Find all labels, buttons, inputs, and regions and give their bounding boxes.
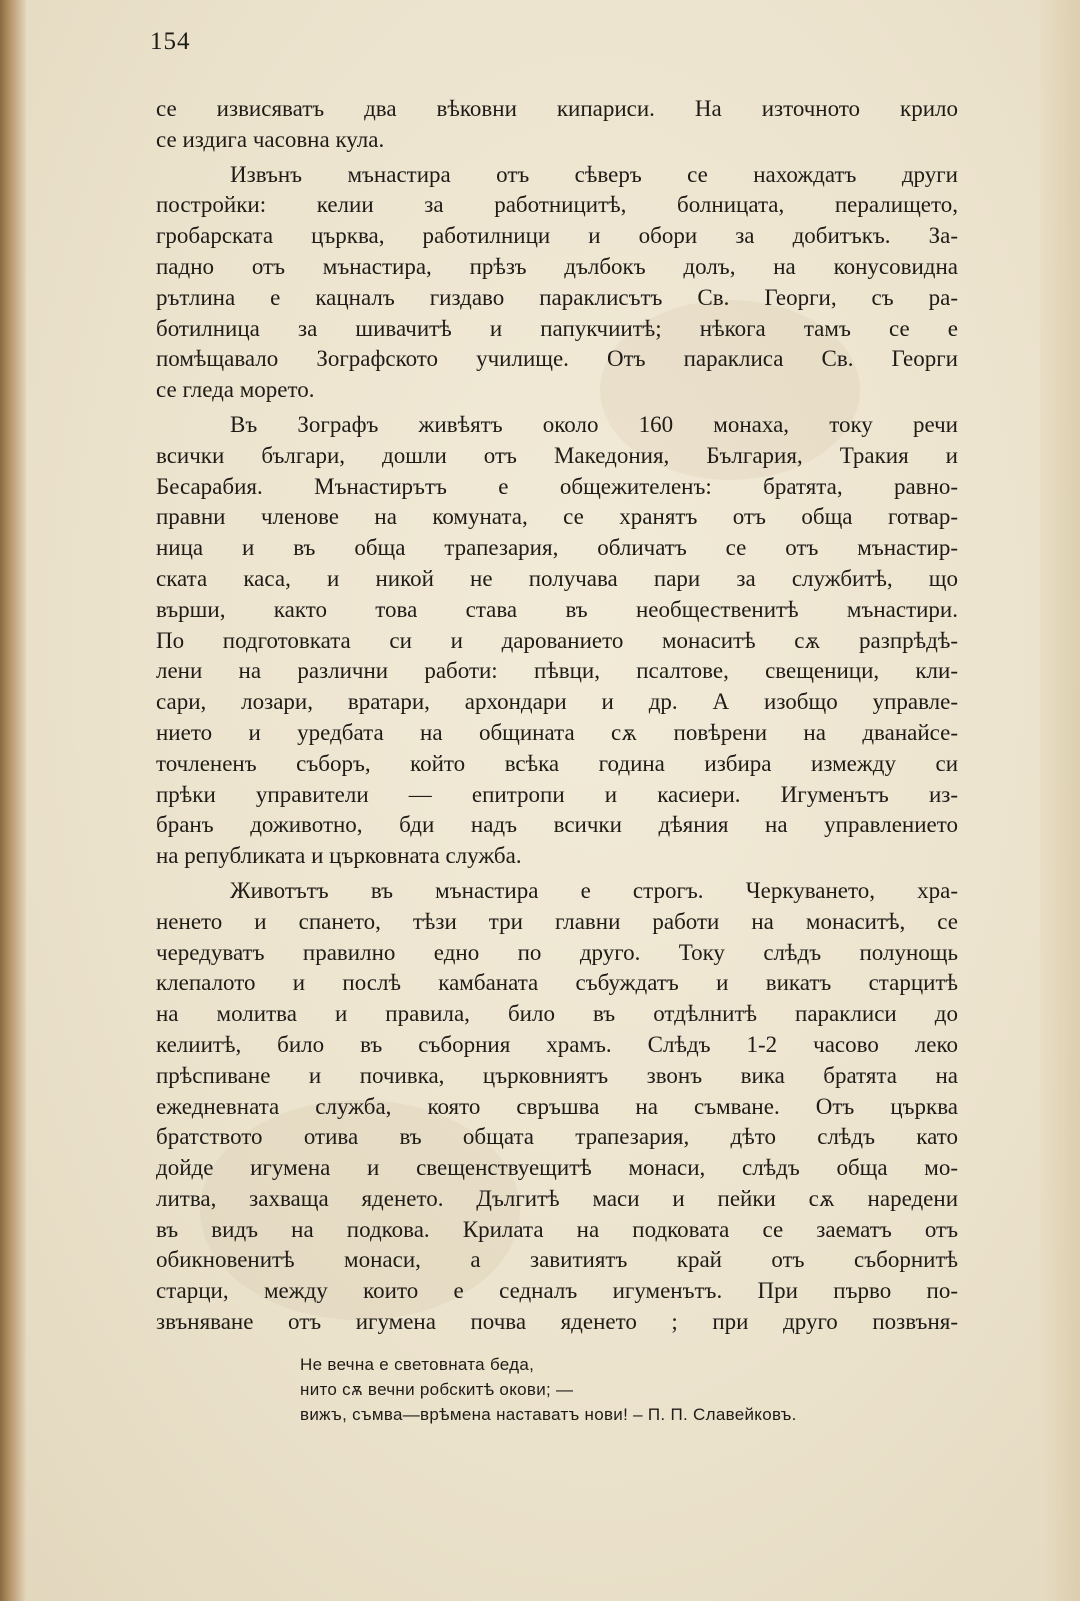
text-line: обикновенитѣ монаси, а завитиятъ край отъ съборнитѣ [156, 1247, 958, 1273]
body-text [156, 94, 958, 1338]
paragraph-3 [156, 410, 958, 872]
text-line: братството отива въ общата трапезария, дѣто слѣдъ като [156, 1124, 958, 1150]
text-line: на молитва и правила, било въ отдѣлнитѣ параклиси до [156, 1001, 958, 1027]
text-line: ботилница за шивачитѣ и папукчиитѣ; нѣкога тамъ се е [156, 315, 958, 341]
text-line: литва, захваща яденето. Дългитѣ маси и пейки сѫ наредени [156, 1185, 958, 1211]
text-line: ежедневната служба, която свръшва на съмване. Отъ църква [156, 1093, 958, 1119]
text-line: дойде игумена и свещенствуещитѣ монаси, слѣдъ обща мо- [156, 1155, 958, 1181]
text-line: Животътъ въ мънастира е строгъ. Черкуването, хра- [230, 877, 958, 903]
text-line: ница и въ обща трапезария, обличатъ се отъ мънастир- [156, 535, 958, 561]
text-line: Извънъ мънастира отъ сѣверъ се нахождатъ други [230, 161, 958, 187]
text-line: въ видъ на подкова. Крилата на подковата се заематъ отъ [156, 1216, 958, 1242]
text-line: точлененъ съборъ, който всѣка година избира измежду си [156, 750, 958, 776]
epigraph-line-attribution: вижъ, съмва—врѣмена наставатъ нови! – П. П. Славейковъ. [300, 1405, 797, 1424]
text-line: ненето и спането, тѣзи три главни работи на монаситѣ, се [156, 908, 958, 934]
text-line: върши, както това става въ необщественитѣ мънастири. [156, 596, 958, 622]
text-line: постройки: келии за работницитѣ, болницата, пералището, [156, 192, 958, 218]
epigraph-line: Не вечна е световната беда, [300, 1355, 535, 1374]
text-line: се издига часовна кула. [156, 126, 385, 152]
text-line: Въ Зографъ живѣятъ около 160 монаха, току речи [230, 411, 958, 437]
text-line: се извисяватъ два вѣковни кипариси. На източното крило [156, 96, 958, 121]
epigraph-quote [300, 1352, 980, 1427]
text-line: падно отъ мънастира, прѣзъ дълбокъ долъ, на конусовидна [156, 253, 958, 279]
text-line: на републиката и църковната служба. [156, 843, 522, 869]
page-number: 154 [150, 28, 191, 55]
text-line: помѣщавало Зографското училище. Отъ параклиса Св. Георги [156, 346, 958, 372]
text-line: бранъ доживотно, бди надъ всички дѣяния на управлението [156, 812, 958, 838]
text-line: клепалото и послѣ камбаната събуждатъ и викатъ старцитѣ [156, 970, 958, 996]
text-line: прѣки управители — епитропи и касиери. Игуменътъ из- [156, 781, 958, 807]
text-line: рътлина е кацналъ гиздаво параклисътъ Св. Георги, съ ра- [156, 284, 958, 310]
text-line: се гледа морето. [156, 377, 315, 403]
text-line: гробарската църква, работилници и обори за добитъкъ. За- [156, 223, 958, 249]
text-line: звъняване отъ игумена почва яденето ; при друго позвъня- [156, 1309, 958, 1335]
text-line: чередуватъ правилно едно по друго. Току слѣдъ полунощь [156, 939, 958, 965]
text-line: всички българи, дошли отъ Македония, България, Тракия и [156, 442, 958, 468]
text-line: сари, лозари, вратари, архондари и др. А изобщо управле- [156, 689, 958, 715]
text-line: ската каса, и никой не получава пари за службитѣ, що [156, 565, 958, 591]
page-binding-shadow [0, 0, 26, 1601]
page-edge [1040, 0, 1080, 1601]
text-line: правни членове на комуната, се хранятъ отъ обща готвар- [156, 504, 958, 530]
text-line: старци, между които е седналъ игуменътъ. При първо по- [156, 1278, 958, 1304]
text-line: келиитѣ, било въ съборния храмъ. Слѣдъ 1-2 часово леко [156, 1031, 958, 1057]
text-line: По подготовката си и дарованието монаситѣ сѫ разпрѣдѣ- [156, 627, 958, 653]
text-line: лени на различни работи: пѣвци, псалтове, свещеници, кли- [156, 658, 958, 684]
text-line: Бесарабия. Мънастирътъ е общежителенъ: братята, равно- [156, 473, 958, 499]
paragraph-4 [156, 876, 958, 1338]
text-line: нието и уредбата на общината сѫ повѣрени на дванайсе- [156, 719, 958, 745]
epigraph-line: нито сѫ вечни робскитѣ окови; — [300, 1380, 574, 1399]
text-line: прѣспиване и почивка, църковниятъ звонъ вика братята на [156, 1062, 958, 1088]
paragraph-1 [156, 94, 958, 156]
paragraph-2 [156, 160, 958, 406]
